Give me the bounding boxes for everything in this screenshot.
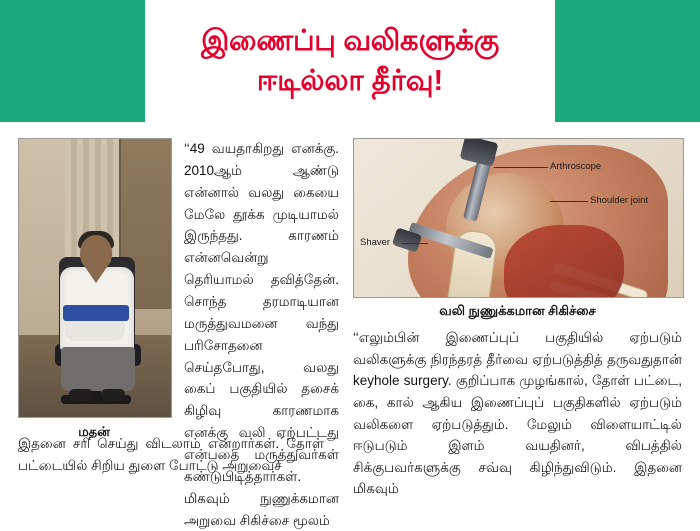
headline-block (145, 0, 555, 122)
illustration-caption: வலி நுணுக்கமான சிகிச்சை (439, 303, 596, 319)
left-paragraph: ‘‘49 வயதாகிறது எனக்கு. 2010ஆம் ஆண்டு என்னால் வலது கையை மேலே தூக்க முடியாமல் இருந்தது. காரணம் என்னவென்று தெரியாமல் தவித்தேன். சொந்த தரமாடியான மருத்துவமனை வந்து பரிசோதனை செய்தபோது, வலது கைப் பகுதியில் தசைக் கிழிவு காரணமாக எனக்கு வலி ஏற்பட்டது என்பதை மருத்துவர்கள் கண்டுபிடித்தார்கள். மிகவும் நுணுக்கமான அறுவை சிகிச்சை மூலம் (184, 141, 339, 528)
shoulder-arthroscopy-illustration (353, 138, 684, 298)
label-shoulder-joint: Shoulder joint (590, 195, 649, 206)
photo-person-shoe-left (69, 389, 93, 401)
leader-line-arthroscope (494, 167, 548, 168)
label-arthroscope: Arthroscope (550, 161, 602, 172)
leader-line-shoulder-joint (550, 201, 588, 202)
bottom-paragraph: இதனை சரி செய்து விடலாம் என்றார்கள். தோள் பட்டையில் சிறிய துளை போட்டு அறுவைச் (18, 436, 324, 473)
headline-line-1: இணைப்பு வலிகளுக்கு (201, 24, 499, 57)
photo-person-sling (63, 305, 129, 321)
illustration-rib-3 (545, 297, 656, 298)
photo-person-head (80, 235, 112, 271)
photo-person-shoe-right (101, 389, 125, 401)
label-shaver: Shaver (360, 237, 391, 248)
right-paragraph: ‘‘எலும்பின் இணைப்புப் பகுதியில் ஏற்படும் வலிகளுக்கு நிரந்தரத் தீர்வை ஏற்படுத்தித் தருவதுதான் keyhole surgery. குறிப்பாக முழங்கால், தோள் பட்டை, கை, கால் ஆகிய இணைப்புப் பகுதிகளில் ஏற்படும் வலிகளை ஏற்படுத்தும். மேலும் விளையாட்டில் ஈடுபடும் இளம் வயதினர், விபத்தில் சிக்குபவர்களுக்கு சவ்வு கிழிந்துவிடும். இதனை மிகவும் (353, 330, 682, 497)
right-column (353, 138, 682, 500)
illustration-muscle (504, 225, 624, 298)
headline-line-2: ஈடில்லா தீர்வு! (256, 65, 444, 97)
header-banner (0, 0, 700, 122)
photo-caption: மதன் (78, 424, 110, 439)
patient-photo (18, 138, 172, 418)
leader-line-shaver (402, 243, 428, 244)
photo-person-pants (61, 347, 135, 391)
